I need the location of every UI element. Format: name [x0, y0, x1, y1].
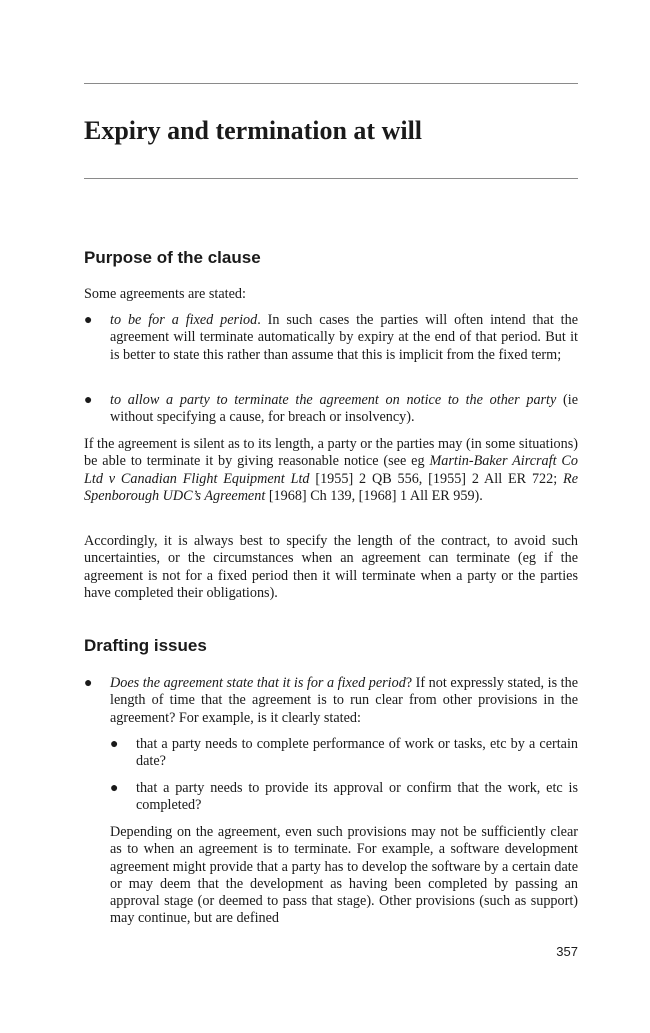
purpose-intro: Some agreements are stated:	[84, 286, 246, 302]
list-item-body: ? If not expressly stated, is the length of time that the agreement is to run clear from other provisions in the agreement? For example, is it clearly stated:	[110, 675, 578, 726]
list-item-text	[110, 312, 578, 364]
section-heading-drafting: Drafting issues	[84, 636, 207, 655]
paragraph-text: [1955] 2 QB 556, [1955] 2 All ER 722;	[309, 470, 564, 487]
bullet-icon: ●	[84, 393, 93, 408]
bullet-icon: ●	[110, 737, 119, 752]
list-item-body: . In such cases the parties will often intend that the agreement will terminate automatically by expiry at the end of that period. But it is better to state this rather than assume that this is implicit from the fixed term;	[110, 312, 578, 363]
chapter-title: Expiry and termination at will	[84, 116, 423, 145]
italic-phrase: to allow a party to terminate the agreement on notice to the other party	[110, 392, 557, 408]
sub-list-item	[110, 736, 578, 771]
case-citation: Re Spenborough UDC’s Agreement	[84, 470, 578, 504]
paragraph-text: [1968] Ch 139, [1968] 1 All ER 959).	[265, 487, 483, 504]
page-number: 357	[556, 944, 578, 959]
case-citation: Martin-Baker Aircraft Co Ltd v Canadian Flight Equipment Ltd	[84, 453, 578, 487]
list-item	[84, 392, 578, 427]
section-heading-purpose: Purpose of the clause	[84, 248, 261, 267]
italic-phrase: to be for a fixed period	[110, 312, 258, 328]
bullet-icon: ●	[84, 313, 93, 328]
bullet-icon: ●	[110, 781, 119, 796]
italic-phrase: Does the agreement state that it is for a fixed period	[110, 675, 406, 691]
sub-list-item-text: that a party needs to provide its approval or confirm that the work, etc is completed?	[136, 780, 578, 814]
purpose-paragraph-silent	[84, 436, 578, 505]
sub-list-item-text: that a party needs to complete performance of work or tasks, etc by a certain date?	[136, 736, 578, 770]
list-item	[84, 312, 578, 364]
bullet-icon: ●	[84, 676, 93, 691]
list-item-text	[110, 675, 578, 727]
list-item	[84, 675, 578, 727]
list-item-text	[110, 392, 578, 427]
paragraph-text: If the agreement is silent as to its length, a party or the parties may (in some situations) be able to terminate it by giving reasonable notice (see eg	[84, 436, 578, 470]
title-underline-rule	[84, 178, 578, 179]
sub-list-item	[110, 780, 578, 815]
purpose-paragraph-accordingly: Accordingly, it is always best to specify the length of the contract, to avoid such uncertainties, or the circumstances when an agreement can terminate (eg if the agreement is not for a fixed period then it will terminate when a party or the parties have completed their obligations).	[84, 533, 578, 601]
list-item-body: (ie without specifying a cause, for breach or insolvency).	[110, 392, 579, 426]
top-rule	[84, 83, 578, 84]
drafting-paragraph: Depending on the agreement, even such provisions may not be sufficiently clear as to when an agreement is to terminate. For example, a software development agreement might provide that a party has to develop the software by a certain date or may deem that the development as having been completed by passing an approval stage (or deemed to pass that stage). Other provisions (such as support) may continue, but are defined	[110, 824, 578, 927]
